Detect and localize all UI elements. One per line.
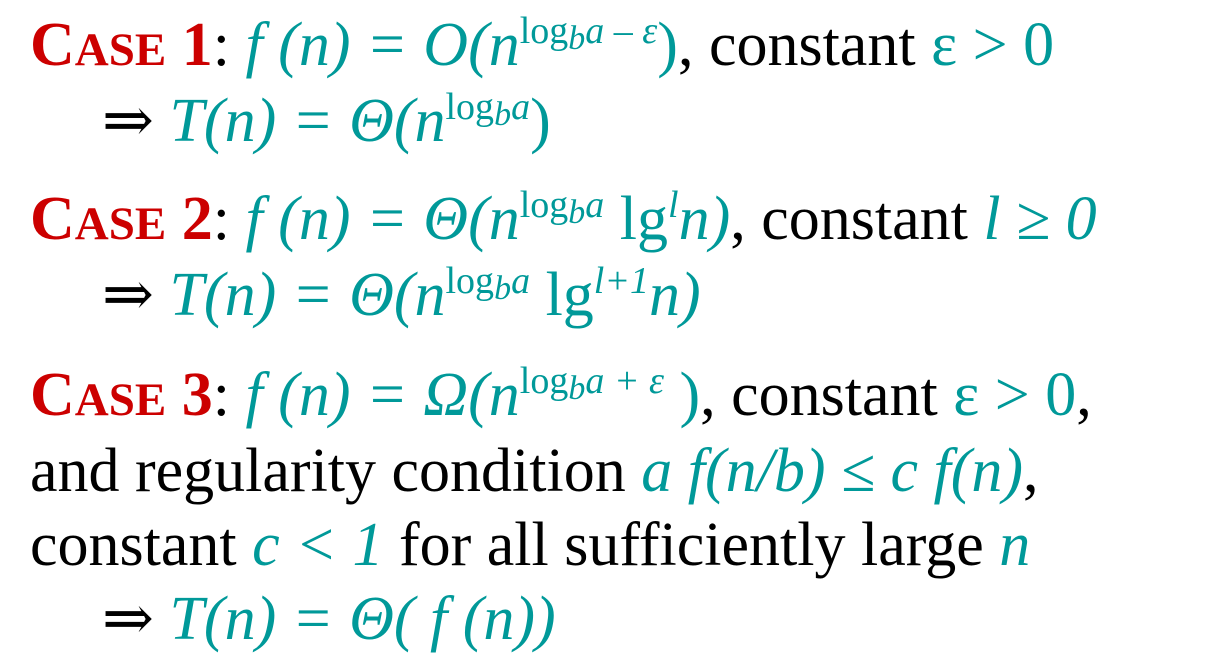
case-1-result-expr: $T(n) = \Theta(n^{log_ba})$ <box>169 86 551 155</box>
case-3-constant-expr: ε > 0 <box>953 361 1077 429</box>
case-2-label: CASE 2 <box>30 185 213 253</box>
implies-arrow: ⇒ <box>102 261 154 329</box>
case-2-condition: CASE 2: f $(n) = \Theta(n^{log_ba}$ $\lg^ln$), constant l ≥ 0 <box>30 184 1097 253</box>
case-1-constant-expr: ε > 0 <box>931 11 1055 79</box>
case-2-result <box>102 260 701 336</box>
case-1-constant-text: , constant <box>677 11 916 79</box>
large-var: n <box>999 511 1031 579</box>
regularity-text: and regularity condition <box>30 437 626 505</box>
constant-c-expr: c < 1 <box>252 511 384 579</box>
case-1-result <box>102 86 551 162</box>
implies-arrow: ⇒ <box>102 87 154 155</box>
case-3-constant-text: , constant <box>700 361 938 429</box>
case-1-condition-expr: f $(n) = O(n^{log_ba - \varepsilon})$ <box>245 10 678 79</box>
case-3-condition: CASE 3: f $(n) = \Omega(n^{log_ba + \varepsilon}$ ), constant ε > 0, <box>30 360 1092 429</box>
case-1-label: CASE 1 <box>30 11 213 79</box>
case-3-result <box>102 585 556 660</box>
case-2-constant-expr: l ≥ 0 <box>983 185 1097 253</box>
constant-c-text: constant <box>30 511 237 579</box>
case-2-condition-expr: f $(n) = \Theta(n^{log_ba}$ $\lg^ln$) <box>245 184 731 253</box>
case-3-condition-expr: f $(n) = \Omega(n^{log_ba + \varepsilon}$ ) <box>245 360 701 429</box>
case-3-regularity: and regularity condition a f(n/b) ≤ c f(n), <box>30 437 1039 505</box>
case-3-label: CASE 3 <box>30 361 213 429</box>
case-2-constant-text: , constant <box>730 185 968 253</box>
case-2-result-expr: $T(n) = \Theta(n^{log_ba}$ $\lg^{l+1}n$) <box>169 260 701 329</box>
regularity-expr: a f(n/b) ≤ c f(n) <box>641 437 1024 505</box>
case-3-result-expr: T(n) = Θ( f (n)) <box>169 585 556 653</box>
large-text: for all sufficiently large <box>398 511 984 579</box>
case-1-condition: CASE 1: f $(n) = O(n^{log_ba - \varepsilon})$, constant ε > 0 <box>30 10 1055 79</box>
case-3-constant-c <box>30 511 1031 586</box>
implies-arrow: ⇒ <box>102 585 154 653</box>
